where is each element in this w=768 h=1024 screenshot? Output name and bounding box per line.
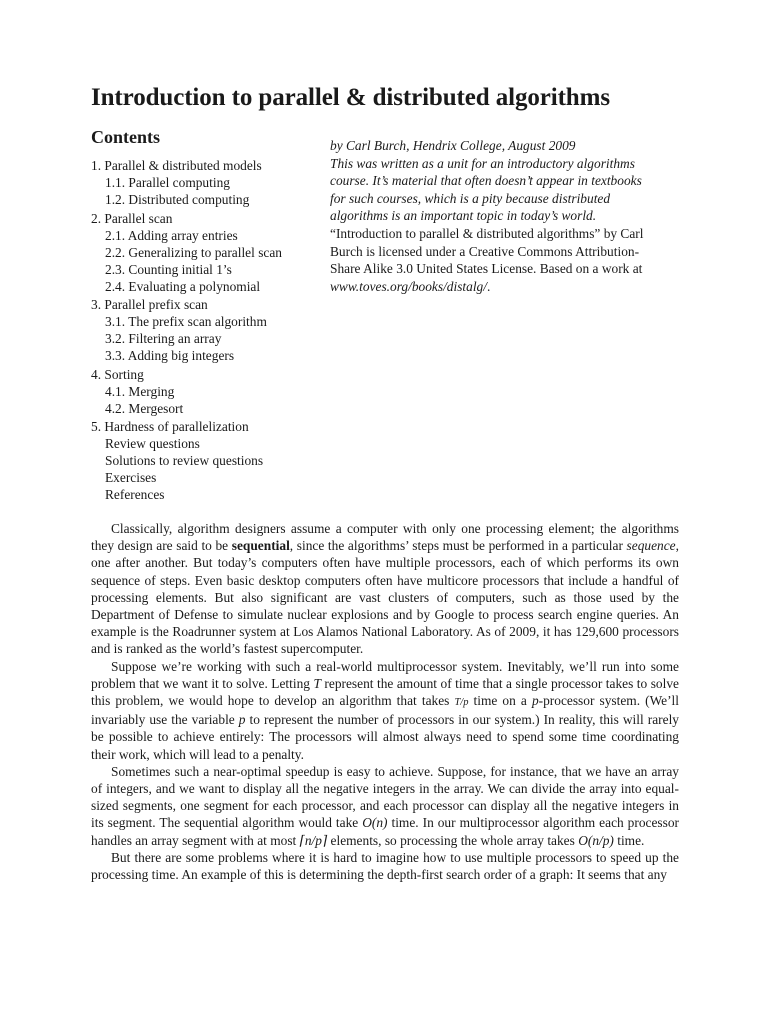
toc-section-3-3[interactable]: 3.3. Adding big integers [105,348,235,363]
license-url[interactable]: www.toves.org/books/distalg/ [330,278,487,294]
toc-references[interactable]: References [105,487,165,502]
math-p-2: p [238,712,246,728]
paragraph-1 [91,520,679,658]
p2-text-c: time on a [468,693,532,709]
term-sequential: sequential [231,538,290,554]
toc-review-questions[interactable]: Review questions [105,436,200,451]
table-of-contents [91,157,321,503]
p2-text-a: Suppose we’re working with such a real-world multiprocessor system. Inevitably, we’ll run into some problem that we want it to solve. Letting [91,658,679,691]
p3-text-c: elements, so processing the whole array takes [327,832,579,848]
toc-exercises[interactable]: Exercises [105,470,157,485]
p3-text-a: Sometimes such a near-optimal speedup is easy to achieve. Suppose, for instance, that we have an array of integers, and we want to display all the negative integers in the array. We can divide the array into equal-sized segments, one segment for each processor, and each processor can display all the negative integers in its segment. The sequential algorithm would take [91,763,679,831]
toc-section-4[interactable]: 4. Sorting [91,366,144,382]
toc-section-2-3[interactable]: 2.3. Counting initial 1’s [105,261,232,277]
p2-text-b: represent the amount of time that a single processor takes to solve this problem, we would hope to develop an algorithm that takes [91,675,679,709]
p3-text-b: time. In our multiprocessor algorithm each processor handles an array segment with at most [91,815,679,848]
toc-section-1[interactable]: 1. Parallel & distributed models [91,158,262,173]
author-note: This was written as a unit for an introductory algorithms course. It’s material that often doesn’t appear in textbooks for such courses, which is a pity because distributed algorithms is an important topic in today’s world. [330,155,642,224]
math-T: T [313,675,321,691]
license-prefix: “Introduction to parallel & distributed algorithms” by Carl Burch is licensed under a Creative Commons Attribution-Share Alike 3.0 United States License. Based on a work at [330,225,644,277]
toc-section-3[interactable]: 3. Parallel prefix scan [91,297,208,312]
byline-block [330,137,650,295]
toc-section-5[interactable]: 5. Hardness of parallelization [91,419,249,434]
toc-section-4-1[interactable]: 4.1. Merging [105,383,175,399]
toc-solutions[interactable]: Solutions to review questions [105,453,264,468]
license-text [330,225,650,295]
paragraph-3 [91,763,679,849]
p2-text-e: to represent the number of processors in our system.) In reality, this will rarely be possible to achieve entirely: The processors will almost always need to spend some time coordinating their work, which will lead to a penalty. [91,712,679,762]
toc-section-3-2[interactable]: 3.2. Filtering an array [105,331,222,346]
toc-section-1-1[interactable]: 1.1. Parallel computing [105,175,230,190]
p3-text-d: time. [613,832,645,848]
math-O-n: O(n) [362,815,388,831]
p1-text-b: , since the algorithms’ steps must be performed in a particular [289,538,627,554]
toc-section-2-2[interactable]: 2.2. Generalizing to parallel scan [105,244,282,260]
toc-section-2[interactable]: 2. Parallel scan [91,210,173,226]
math-T-over-p: T/p [454,697,469,709]
license-suffix: . [486,278,491,294]
author-line: by Carl Burch, Hendrix College, August 2009 [330,138,576,153]
document-title: Introduction to parallel & distributed algorithms [91,84,610,111]
p1-text-a: Classically, algorithm designers assume a computer with only one processing element; the algorithms they design are said to be [91,521,679,554]
p1-text-c: , one after another. But today’s computers often have multiple processors, each of which performs its own sequence of steps. Even basic desktop computers often have multicore processors that include a handful of processing elements. But also significant are vast clusters of computers, such as those used by the Department of Defense to simulate nuclear explosions and by Google to process search engine queries. An example is the Roadrunner system at Los Alamos National Laboratory. As of 2009, it has 129,600 processors and is ranked as the world’s fastest supercomputer. [91,538,679,657]
contents-heading: Contents [91,127,161,147]
body-text [91,520,679,883]
term-sequence: sequence [626,538,676,554]
math-ceil-n-over-p: ⌈n/p⌉ [299,832,328,848]
paragraph-4: But there are some problems where it is hard to imagine how to use multiple processors to speed up the processing time. An example of this is determining the depth-first search order of a graph: It seems that any [91,849,679,883]
p2-text-d: -processor system. (We’ll invariably use the variable [91,693,679,728]
toc-section-4-2[interactable]: 4.2. Mergesort [105,400,184,416]
toc-section-1-2[interactable]: 1.2. Distributed computing [105,192,250,207]
toc-section-2-1[interactable]: 2.1. Adding array entries [105,227,238,243]
paragraph-2 [91,658,679,763]
toc-section-2-4[interactable]: 2.4. Evaluating a polynomial [105,278,261,294]
math-p: p [531,693,539,709]
toc-section-3-1[interactable]: 3.1. The prefix scan algorithm [105,314,267,329]
math-O-n-over-p: O(n/p) [578,832,614,848]
